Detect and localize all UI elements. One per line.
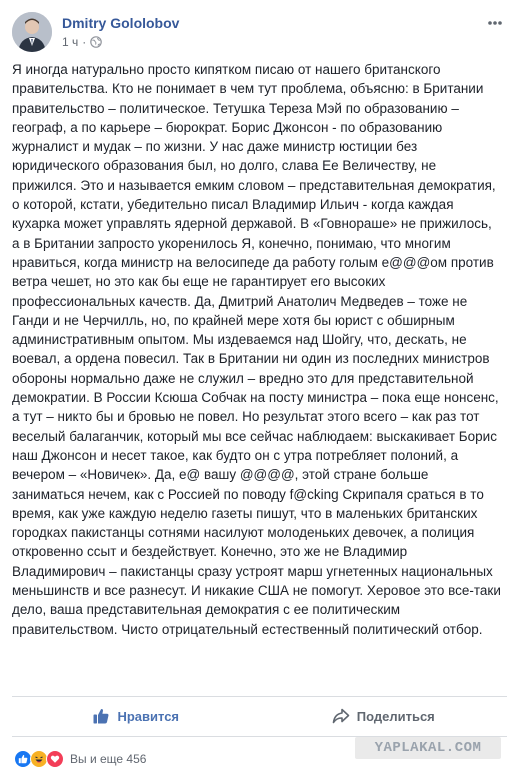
dot-separator: ·: [82, 35, 87, 49]
love-reaction-icon: [46, 750, 64, 768]
post-time[interactable]: 1 ч: [62, 35, 79, 49]
watermark: YAPLAKAL.COM: [355, 737, 501, 759]
author-name[interactable]: Dmitry Gololobov: [62, 15, 180, 31]
ellipsis-icon: [486, 14, 504, 32]
share-button[interactable]: [260, 697, 508, 735]
profile-photo: [12, 12, 52, 52]
globe-icon: [90, 36, 102, 48]
more-options-button[interactable]: [483, 14, 507, 32]
share-arrow-icon: [332, 707, 350, 725]
like-label: Нравится: [117, 708, 180, 724]
post-text: [12, 60, 502, 639]
post-meta: [62, 35, 102, 49]
post-header: [12, 12, 507, 54]
reactions-summary[interactable]: [14, 750, 146, 768]
avatar[interactable]: [12, 12, 52, 52]
like-button[interactable]: [12, 697, 260, 735]
post-paragraph: Я иногда натурально просто кипятком писаю от нашего британского правительства. Кто не понимает в чем тут проблема, объясню: в Британии правительство – политическое. Тетушка Тереза Мэй по образованию – географ, а по карьере – бюрократ. Борис Джонсон - по образованию журналист и мудак – по жизни. У нас даже министр юстиции без юридического образования был, но долго, слава Ее Величеству, не прижился. Это и называется емким словом – представительная демократия, о которой, кстати, убедительно писал Владимир Ильич - когда каждая кухарка может управлять ядерной державой. В «Говнораше» не прижилось, а в Британии запросто укоренилось Я, конечно, понимаю, что многим нравиться, когда министр на велосипеде да работу голым е@@@ом против ветра чешет, но это как бы еще не гарантирует его высоких профессиональных качеств. Да, Дмитрий Анатолич Медведев – тоже не Ганди и не Черчилль, но, по крайней мере хотя бы юрист с обширным административным опытом. Мы издеваемся над Шойгу, что, дескать, не воевал, а ордена повесил. Так в Британии ни один из последних министров обороны нормально даже не служил – вредно это для представительной демократии. В России Ксюша Собчак на посту министра – пока еще нонсенс, а тут – никто бы и бровью не повел. Но результат этого всего – как раз тот веселый балаганчик, который мы все сейчас наблюдаем: выскакивает Борис наш Джонсон и несет такое, как будто он с утра потребляет полоний, а вечером – «Новичек». Да, е@ вашу @@@@, этой стране больше заниматься нечем, как с Россией по поводу f@cking Скрипаля сраться в то время, как уже каждую неделю газеты пишут, что в маленьких британских городках пакистанцы сотнями насилуют молоденьких девочек, а полиция откровенно ссыт и бездействует. Конечно, это же не Владимир Владимирович – пакистанцы сразу устроят марш угнетенных национальных меньшинств и все разнесут. И никакие США не помогут. Херовое это все-таки дело, ваша представительная демократия с ее политическим правительством. Чисто отрицательный естественный политический отбор.: [12, 62, 501, 637]
share-label: Поделиться: [356, 708, 435, 724]
action-bar: [12, 697, 507, 735]
reaction-count[interactable]: Вы и еще 456: [70, 752, 147, 766]
thumbs-up-icon: [92, 707, 110, 725]
